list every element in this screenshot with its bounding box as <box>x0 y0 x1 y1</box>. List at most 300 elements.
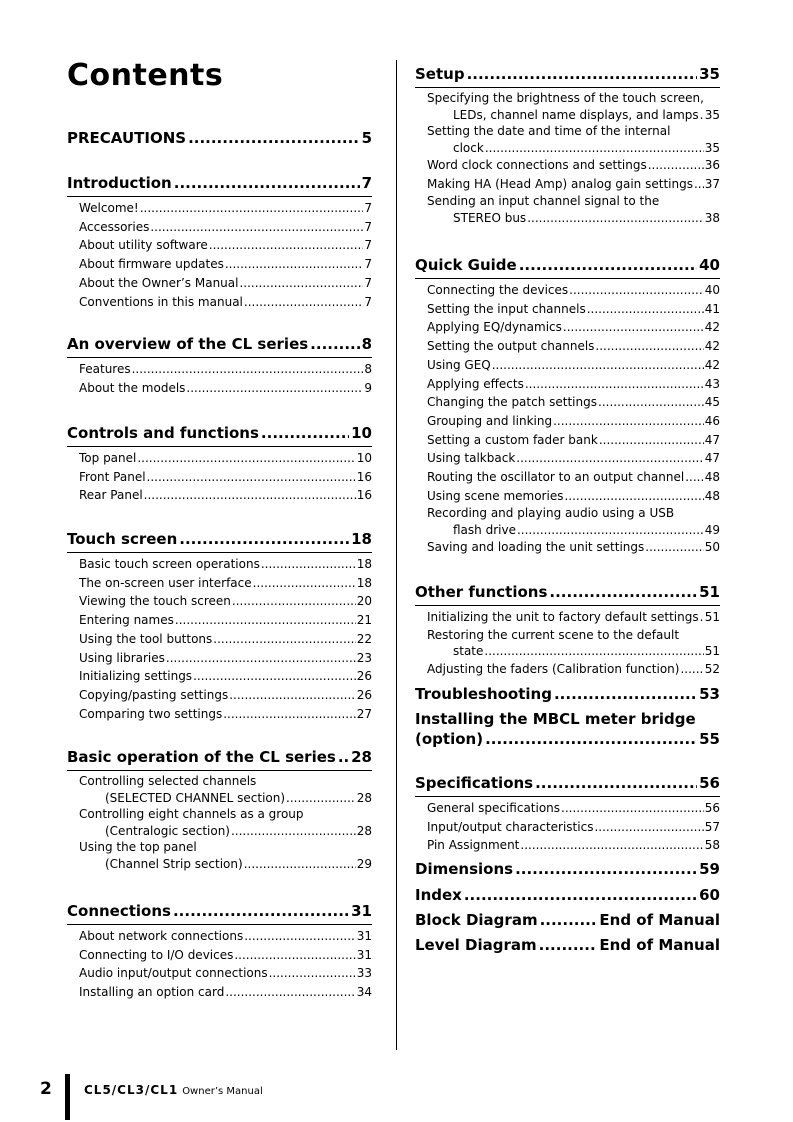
entry-page: 48 <box>704 488 720 503</box>
entry-page: 26 <box>356 669 372 684</box>
toc-section-heading[interactable] <box>415 859 720 879</box>
leader-dots <box>244 856 356 873</box>
entry-title: Connecting the devices <box>427 283 569 297</box>
heading-page: 56 <box>699 774 720 792</box>
entry-title: Entering names <box>79 613 174 628</box>
leader-dots <box>594 818 703 837</box>
leader-dots <box>261 555 356 574</box>
entry-title: Rear Panel <box>79 488 143 503</box>
toc-section-heading[interactable] <box>67 423 372 443</box>
toc-entry[interactable] <box>79 360 372 379</box>
entry-title-cont: (Channel Strip section) <box>105 856 243 871</box>
toc-entry[interactable] <box>79 236 372 255</box>
toc-entry[interactable] <box>79 555 372 574</box>
toc-section-heading[interactable] <box>67 529 372 549</box>
entry-title: Adjusting the faders (Calibration function) <box>427 661 680 676</box>
leader-dots <box>338 747 349 767</box>
toc-entry[interactable] <box>79 806 372 839</box>
leader-dots <box>485 140 704 157</box>
leader-dots <box>464 885 697 905</box>
leader-dots <box>186 379 363 398</box>
toc-entry[interactable] <box>79 218 372 237</box>
leader-dots <box>527 210 704 227</box>
entry-page: 10 <box>356 451 372 465</box>
toc-section-heading[interactable] <box>415 64 720 84</box>
brand-logo: CL5/CL3/CL1 <box>84 1083 179 1097</box>
entry-title: Setting a custom fader bank <box>427 432 598 447</box>
entry-page: 28 <box>356 823 372 838</box>
entry-page: 35 <box>704 140 720 155</box>
heading-page: 60 <box>699 886 720 904</box>
toc-entry[interactable] <box>427 193 720 226</box>
entry-page: 49 <box>704 522 720 537</box>
toc-entry[interactable] <box>427 393 720 412</box>
toc-entry-list <box>415 606 720 678</box>
toc-entry-list <box>67 553 372 723</box>
toc-entry[interactable] <box>79 964 372 983</box>
entry-page: 26 <box>356 687 372 702</box>
toc-entry[interactable] <box>427 608 720 627</box>
toc-entry[interactable] <box>427 156 720 175</box>
footer-brand <box>84 1083 263 1097</box>
toc-entry[interactable] <box>79 274 372 293</box>
entry-title-cont: clock <box>453 140 484 155</box>
leader-dots <box>174 173 360 193</box>
entry-title: Pin Assignment <box>427 838 520 853</box>
toc-entry[interactable] <box>427 538 720 557</box>
leader-dots <box>137 449 355 468</box>
toc-section-heading[interactable] <box>415 773 720 793</box>
leader-dots <box>516 449 703 468</box>
entry-title: Grouping and linking <box>427 413 553 428</box>
toc-section <box>67 334 372 397</box>
entry-title: Installing an option card <box>79 985 225 1000</box>
entry-page: 47 <box>704 432 720 447</box>
toc-entry[interactable] <box>79 686 372 705</box>
toc-section-heading[interactable] <box>67 173 372 193</box>
leader-dots <box>213 630 355 649</box>
footer-bar <box>65 1074 70 1120</box>
toc-section <box>415 773 720 855</box>
leader-dots <box>173 901 349 921</box>
toc-entry[interactable] <box>79 839 372 872</box>
entry-page: 33 <box>356 966 372 981</box>
leader-dots <box>261 423 349 443</box>
entry-title: About the Owner’s Manual <box>79 275 239 290</box>
entry-title: About utility software <box>79 238 208 253</box>
toc-entry-list <box>415 279 720 557</box>
manual-label: Owner’s Manual <box>182 1086 263 1097</box>
entry-page: 20 <box>356 594 372 609</box>
page-title: Contents <box>67 58 224 93</box>
toc-entry[interactable] <box>427 468 720 487</box>
leader-dots <box>595 337 703 356</box>
heading-title: Basic operation of the CL series <box>67 748 336 766</box>
leader-dots <box>563 318 704 337</box>
entry-title: Welcome! <box>79 201 139 215</box>
leader-dots <box>680 660 703 679</box>
leader-dots <box>232 592 356 611</box>
entry-page: 51 <box>704 610 720 624</box>
heading-page: 8 <box>361 335 372 353</box>
leader-dots <box>223 705 356 724</box>
entry-title-cont: state <box>453 644 484 659</box>
toc-entry[interactable] <box>79 630 372 649</box>
toc-entry[interactable] <box>79 592 372 611</box>
leader-dots <box>239 274 363 293</box>
leader-dots <box>519 255 697 275</box>
heading-page: 59 <box>699 860 720 878</box>
toc-section-heading[interactable] <box>67 334 372 354</box>
entry-title: About network connections <box>79 929 244 943</box>
leader-dots <box>175 611 356 630</box>
leader-dots <box>645 538 703 557</box>
entry-title: Making HA (Head Amp) analog gain settings <box>427 176 693 191</box>
entry-page: 40 <box>704 283 720 297</box>
toc-section <box>415 255 720 557</box>
leader-dots <box>147 468 356 487</box>
leader-dots <box>517 522 704 539</box>
entry-title-cont: LEDs, channel name displays, and lamps <box>453 107 699 122</box>
entry-title: Using libraries <box>79 650 165 665</box>
footer-page-number: 2 <box>40 1079 52 1099</box>
toc-entry-list <box>67 925 372 1002</box>
heading-page: 31 <box>351 902 372 920</box>
toc-section <box>415 935 720 955</box>
leader-dots <box>225 255 364 274</box>
entry-page: 47 <box>704 451 720 466</box>
toc-section <box>67 423 372 505</box>
entry-page: 7 <box>364 275 372 290</box>
heading-page: 53 <box>699 685 720 703</box>
leader-dots <box>229 686 356 705</box>
entry-page: 7 <box>364 294 372 309</box>
toc-section-heading[interactable] <box>415 582 720 602</box>
entry-title: General specifications <box>427 801 561 815</box>
heading-title: Other functions <box>415 583 548 601</box>
entry-title: Controlling selected channels <box>79 774 257 788</box>
leader-dots <box>234 946 355 965</box>
toc-entry[interactable] <box>79 468 372 487</box>
leader-dots <box>485 729 697 749</box>
heading-title: PRECAUTIONS <box>67 129 187 147</box>
toc-entry[interactable] <box>79 667 372 686</box>
leader-dots <box>587 300 704 319</box>
entry-page: 45 <box>704 395 720 410</box>
toc-entry[interactable] <box>427 375 720 394</box>
toc-entry-list <box>67 771 372 872</box>
toc-entry[interactable] <box>79 199 372 218</box>
toc-section <box>415 709 720 749</box>
heading-title: Level Diagram <box>415 936 537 954</box>
heading-page: End of Manual <box>599 936 720 954</box>
entry-title: Using talkback <box>427 451 516 466</box>
entry-page: 41 <box>704 301 720 316</box>
heading-page: 18 <box>351 530 372 548</box>
leader-dots <box>598 393 704 412</box>
toc-entry[interactable] <box>427 836 720 855</box>
entry-page: 23 <box>356 650 372 665</box>
entry-page: 35 <box>704 107 720 122</box>
toc-entry[interactable] <box>79 927 372 946</box>
leader-dots <box>648 156 704 175</box>
toc-entry[interactable] <box>427 337 720 356</box>
leader-dots <box>553 412 704 431</box>
toc-entry[interactable] <box>427 318 720 337</box>
heading-title: Touch screen <box>67 530 178 548</box>
toc-section <box>415 64 720 226</box>
entry-page: 18 <box>356 557 372 571</box>
entry-title: Copying/pasting settings <box>79 687 229 702</box>
leader-dots <box>484 643 703 660</box>
toc-entry[interactable] <box>427 175 720 194</box>
leader-dots <box>244 927 356 946</box>
entry-title-cont: (Centralogic section) <box>105 823 230 838</box>
entry-title: Features <box>79 362 131 376</box>
entry-title: Viewing the touch screen <box>79 594 231 609</box>
entry-title: Setting the input channels <box>427 301 586 316</box>
entry-title: Accessories <box>79 219 150 234</box>
toc-entry[interactable] <box>79 449 372 468</box>
toc-entry-list <box>67 358 372 397</box>
entry-title: Word clock connections and settings <box>427 158 647 172</box>
entry-title: Using GEQ <box>427 357 491 372</box>
entry-title: Input/output characteristics <box>427 819 594 834</box>
heading-page: 10 <box>351 424 372 442</box>
toc-entry-list <box>67 197 372 311</box>
leader-dots <box>525 375 704 394</box>
entry-title: Routing the oscillator to an output channel <box>427 470 685 485</box>
entry-title: Front Panel <box>79 469 146 484</box>
leader-dots <box>132 360 364 379</box>
entry-title: Using the top panel <box>79 840 197 854</box>
entry-page: 56 <box>704 801 720 815</box>
heading-page: 5 <box>361 129 372 147</box>
leader-dots <box>520 836 703 855</box>
leader-dots <box>188 128 360 148</box>
entry-title: Initializing settings <box>79 669 193 684</box>
leader-dots <box>539 935 598 955</box>
toc-entry[interactable] <box>79 379 372 398</box>
toc-section-heading[interactable] <box>415 684 720 704</box>
toc-entry[interactable] <box>427 356 720 375</box>
toc-section <box>67 128 372 148</box>
toc-entry[interactable] <box>427 90 720 123</box>
heading-title: Setup <box>415 65 465 83</box>
entry-page: 9 <box>364 380 372 395</box>
leader-dots <box>140 199 364 218</box>
toc-entry[interactable] <box>427 799 720 818</box>
leader-dots <box>286 790 356 807</box>
toc-entry[interactable] <box>427 431 720 450</box>
entry-page: 51 <box>704 644 720 659</box>
entry-title: Basic touch screen operations <box>79 557 260 571</box>
toc-entry[interactable] <box>79 649 372 668</box>
leader-dots <box>244 293 363 312</box>
toc-entry[interactable] <box>427 449 720 468</box>
entry-page: 27 <box>356 706 372 721</box>
toc-entry[interactable] <box>427 505 720 538</box>
entry-page: 31 <box>356 947 372 962</box>
toc-entry[interactable] <box>79 983 372 1002</box>
heading-title: Block Diagram <box>415 911 538 929</box>
entry-title-cont: (SELECTED CHANNEL section) <box>105 790 286 805</box>
entry-page: 43 <box>704 376 720 391</box>
entry-page: 42 <box>704 320 720 335</box>
leader-dots <box>225 983 355 1002</box>
leader-dots <box>253 574 356 593</box>
toc-entry[interactable] <box>427 627 720 660</box>
entry-page: 16 <box>356 469 372 484</box>
leader-dots <box>540 910 598 930</box>
leader-dots <box>231 823 356 840</box>
leader-dots <box>599 431 704 450</box>
toc-section <box>415 582 720 678</box>
heading-title: Troubleshooting <box>415 685 552 703</box>
entry-title: About the models <box>79 380 186 395</box>
toc-entry[interactable] <box>427 818 720 837</box>
leader-dots <box>564 487 703 506</box>
entry-page: 50 <box>704 540 720 555</box>
leader-dots <box>549 582 697 602</box>
leader-dots <box>150 218 363 237</box>
entry-page: 7 <box>364 201 372 215</box>
heading-title: Specifications <box>415 774 534 792</box>
toc-entry[interactable] <box>79 293 372 312</box>
entry-title: About firmware updates <box>79 257 224 272</box>
entry-page: 52 <box>704 661 720 676</box>
toc-section-heading[interactable] <box>67 901 372 921</box>
toc-entry[interactable] <box>79 255 372 274</box>
entry-title: Applying EQ/dynamics <box>427 320 562 335</box>
entry-title: Sending an input channel signal to the <box>427 194 660 209</box>
toc-entry[interactable] <box>427 487 720 506</box>
entry-page: 46 <box>704 413 720 428</box>
entry-page: 57 <box>704 819 720 834</box>
entry-page: 58 <box>704 838 720 853</box>
entry-title: Connecting to I/O devices <box>79 947 234 962</box>
heading-title: Installing the MBCL meter bridge <box>415 710 696 728</box>
entry-title: Saving and loading the unit settings <box>427 540 645 555</box>
toc-section-heading[interactable] <box>415 255 720 275</box>
entry-page: 37 <box>704 176 720 191</box>
leader-dots <box>554 684 697 704</box>
leader-dots <box>269 964 356 983</box>
heading-title: An overview of the CL series <box>67 335 309 353</box>
entry-page: 48 <box>704 470 720 485</box>
toc-entry[interactable] <box>79 574 372 593</box>
toc-section <box>67 747 372 872</box>
toc-section <box>415 910 720 930</box>
entry-page: 8 <box>364 362 372 376</box>
toc-entry[interactable] <box>427 412 720 431</box>
entry-title: The on-screen user interface <box>79 575 252 590</box>
toc-entry[interactable] <box>427 281 720 300</box>
toc-section <box>415 859 720 879</box>
leader-dots <box>561 799 704 818</box>
leader-dots <box>209 236 364 255</box>
entry-title: Setting the date and time of the internal <box>427 124 671 138</box>
entry-title: Top panel <box>79 451 137 465</box>
heading-page: 40 <box>699 256 720 274</box>
toc-entry[interactable] <box>79 946 372 965</box>
entry-title: Audio input/output connections <box>79 966 268 981</box>
toc-entry[interactable] <box>79 773 372 806</box>
leader-dots <box>144 486 356 505</box>
entry-page: 36 <box>704 158 720 172</box>
entry-title: Comparing two settings <box>79 706 223 721</box>
toc-section <box>67 173 372 311</box>
entry-page: 38 <box>704 210 720 225</box>
entry-page: 7 <box>364 238 372 253</box>
heading-page: 7 <box>361 174 372 192</box>
toc-section-heading[interactable] <box>67 747 372 767</box>
leader-dots <box>193 667 356 686</box>
heading-page: End of Manual <box>599 911 720 929</box>
heading-title: Dimensions <box>415 860 514 878</box>
leader-dots <box>700 107 704 124</box>
heading-title: Controls and functions <box>67 424 259 442</box>
entry-page: 7 <box>364 257 372 272</box>
entry-page: 18 <box>356 575 372 590</box>
entry-page: 31 <box>356 929 372 943</box>
toc-section <box>67 529 372 723</box>
toc-section <box>415 885 720 905</box>
toc-section-heading[interactable] <box>415 935 720 955</box>
entry-title: Restoring the current scene to the default <box>427 627 680 642</box>
toc-section-heading[interactable] <box>415 885 720 905</box>
leader-dots <box>569 281 704 300</box>
entry-page: 28 <box>356 790 372 805</box>
toc-entry-list <box>415 797 720 855</box>
entry-title: Applying effects <box>427 376 524 391</box>
toc-entry-list <box>415 88 720 226</box>
entry-title: Recording and playing audio using a USB <box>427 506 675 521</box>
heading-page: 55 <box>699 730 720 748</box>
leader-dots <box>492 356 704 375</box>
toc-section-heading[interactable] <box>415 709 720 749</box>
toc-entry[interactable] <box>79 486 372 505</box>
heading-title: Index <box>415 886 462 904</box>
leader-dots <box>535 773 697 793</box>
toc-entry[interactable] <box>427 300 720 319</box>
heading-title: Quick Guide <box>415 256 517 274</box>
toc-entry[interactable] <box>427 123 720 156</box>
entry-title-cont: flash drive <box>453 522 516 537</box>
entry-page: 21 <box>356 613 372 628</box>
leader-dots <box>694 175 704 194</box>
heading-title: Connections <box>67 902 171 920</box>
toc-entry[interactable] <box>79 705 372 724</box>
toc-entry-list <box>67 447 372 505</box>
toc-entry[interactable] <box>427 660 720 679</box>
leader-dots <box>700 608 704 627</box>
heading-page: 35 <box>699 65 720 83</box>
entry-title: Initializing the unit to factory default settings <box>427 610 699 624</box>
entry-title: Specifying the brightness of the touch screen, <box>427 91 704 105</box>
entry-title: Using the tool buttons <box>79 631 213 646</box>
entry-page: 34 <box>356 985 372 1000</box>
leader-dots <box>685 468 704 487</box>
toc-section-heading[interactable] <box>67 128 372 148</box>
entry-page: 42 <box>704 339 720 354</box>
column-divider <box>396 60 397 1050</box>
toc-entry[interactable] <box>79 611 372 630</box>
toc-section-heading[interactable] <box>415 910 720 930</box>
entry-page: 16 <box>356 488 372 503</box>
entry-page: 7 <box>364 219 372 234</box>
entry-title: Controlling eight channels as a group <box>79 807 304 821</box>
